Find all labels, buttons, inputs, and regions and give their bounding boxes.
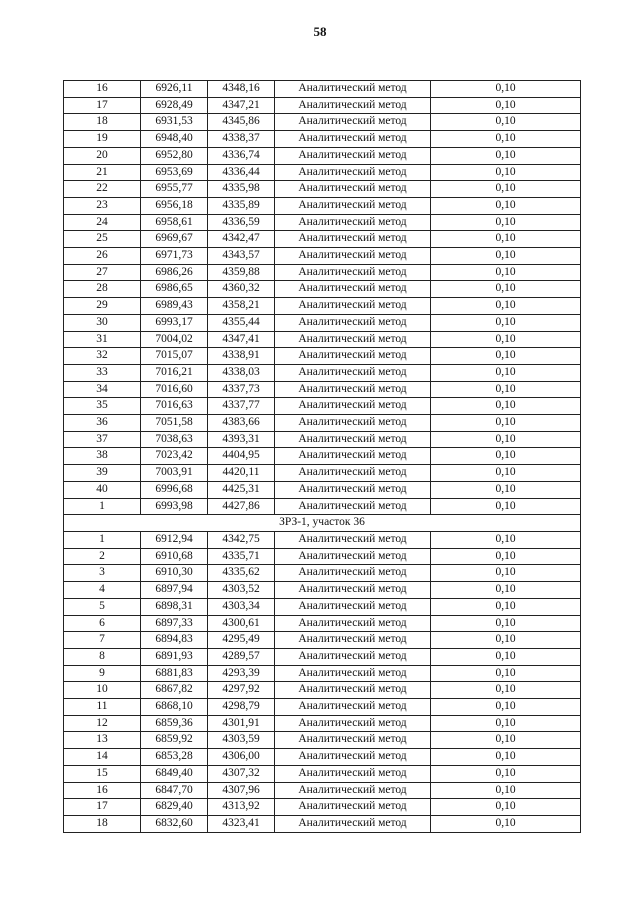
y-coordinate-cell: 4336,59 [208,214,275,231]
point-number-cell: 28 [64,281,141,298]
y-coordinate-cell: 4338,37 [208,131,275,148]
y-coordinate-cell: 4337,77 [208,398,275,415]
accuracy-cell: 0,10 [431,81,581,98]
accuracy-cell: 0,10 [431,181,581,198]
point-number-cell: 36 [64,415,141,432]
method-cell: Аналитический метод [275,632,431,649]
method-cell: Аналитический метод [275,682,431,699]
accuracy-cell: 0,10 [431,615,581,632]
method-cell: Аналитический метод [275,248,431,265]
method-cell: Аналитический метод [275,381,431,398]
point-number-cell: 37 [64,431,141,448]
point-number-cell: 30 [64,314,141,331]
table-row [64,665,581,682]
point-number-cell: 8 [64,648,141,665]
accuracy-cell: 0,10 [431,448,581,465]
point-number-cell: 35 [64,398,141,415]
accuracy-cell: 0,10 [431,231,581,248]
accuracy-cell: 0,10 [431,264,581,281]
point-number-cell: 32 [64,348,141,365]
x-coordinate-cell: 6993,98 [141,498,208,515]
y-coordinate-cell: 4323,41 [208,815,275,832]
method-cell: Аналитический метод [275,665,431,682]
point-number-cell: 27 [64,264,141,281]
accuracy-cell: 0,10 [431,749,581,766]
y-coordinate-cell: 4306,00 [208,749,275,766]
method-cell: Аналитический метод [275,648,431,665]
x-coordinate-cell: 6912,94 [141,531,208,548]
table-body-part-2 [64,531,581,832]
y-coordinate-cell: 4342,75 [208,531,275,548]
x-coordinate-cell: 6928,49 [141,97,208,114]
y-coordinate-cell: 4297,92 [208,682,275,699]
method-cell: Аналитический метод [275,415,431,432]
method-cell: Аналитический метод [275,732,431,749]
point-number-cell: 5 [64,598,141,615]
point-number-cell: 6 [64,615,141,632]
accuracy-cell: 0,10 [431,314,581,331]
table-row [64,531,581,548]
accuracy-cell: 0,10 [431,348,581,365]
accuracy-cell: 0,10 [431,197,581,214]
point-number-cell: 23 [64,197,141,214]
table-row [64,415,581,432]
accuracy-cell: 0,10 [431,331,581,348]
method-cell: Аналитический метод [275,197,431,214]
accuracy-cell: 0,10 [431,498,581,515]
accuracy-cell: 0,10 [431,565,581,582]
x-coordinate-cell: 6956,18 [141,197,208,214]
y-coordinate-cell: 4335,62 [208,565,275,582]
coordinates-table [63,80,581,833]
y-coordinate-cell: 4338,03 [208,364,275,381]
table-row [64,448,581,465]
y-coordinate-cell: 4336,44 [208,164,275,181]
method-cell: Аналитический метод [275,782,431,799]
point-number-cell: 2 [64,548,141,565]
y-coordinate-cell: 4347,41 [208,331,275,348]
x-coordinate-cell: 6969,67 [141,231,208,248]
y-coordinate-cell: 4345,86 [208,114,275,131]
accuracy-cell: 0,10 [431,699,581,716]
y-coordinate-cell: 4359,88 [208,264,275,281]
y-coordinate-cell: 4393,31 [208,431,275,448]
table-row [64,364,581,381]
table-row [64,114,581,131]
table-row [64,398,581,415]
accuracy-cell: 0,10 [431,114,581,131]
table-row [64,699,581,716]
point-number-cell: 40 [64,481,141,498]
x-coordinate-cell: 7051,58 [141,415,208,432]
accuracy-cell: 0,10 [431,381,581,398]
table-row [64,632,581,649]
method-cell: Аналитический метод [275,81,431,98]
point-number-cell: 39 [64,465,141,482]
x-coordinate-cell: 6958,61 [141,214,208,231]
x-coordinate-cell: 6955,77 [141,181,208,198]
table-row [64,682,581,699]
section-title: ЗРЗ-1, участок 36 [64,515,581,532]
y-coordinate-cell: 4336,74 [208,147,275,164]
table-row [64,298,581,315]
table-row [64,815,581,832]
table-row [64,131,581,148]
x-coordinate-cell: 6989,43 [141,298,208,315]
point-number-cell: 22 [64,181,141,198]
table-row [64,314,581,331]
page-number: 58 [313,24,327,39]
accuracy-cell: 0,10 [431,598,581,615]
method-cell: Аналитический метод [275,615,431,632]
y-coordinate-cell: 4383,66 [208,415,275,432]
accuracy-cell: 0,10 [431,431,581,448]
table-row [64,782,581,799]
accuracy-cell: 0,10 [431,665,581,682]
method-cell: Аналитический метод [275,331,431,348]
table-body-part-1 [64,81,581,515]
point-number-cell: 13 [64,732,141,749]
method-cell: Аналитический метод [275,765,431,782]
method-cell: Аналитический метод [275,699,431,716]
x-coordinate-cell: 7038,63 [141,431,208,448]
y-coordinate-cell: 4338,91 [208,348,275,365]
accuracy-cell: 0,10 [431,815,581,832]
y-coordinate-cell: 4301,91 [208,715,275,732]
section-row [64,515,581,532]
y-coordinate-cell: 4335,71 [208,548,275,565]
table-row [64,147,581,164]
point-number-cell: 17 [64,799,141,816]
x-coordinate-cell: 6898,31 [141,598,208,615]
point-number-cell: 29 [64,298,141,315]
x-coordinate-cell: 6859,92 [141,732,208,749]
table-row [64,348,581,365]
accuracy-cell: 0,10 [431,248,581,265]
point-number-cell: 15 [64,765,141,782]
y-coordinate-cell: 4337,73 [208,381,275,398]
y-coordinate-cell: 4355,44 [208,314,275,331]
y-coordinate-cell: 4427,86 [208,498,275,515]
table-row [64,231,581,248]
x-coordinate-cell: 6868,10 [141,699,208,716]
point-number-cell: 12 [64,715,141,732]
table-row [64,565,581,582]
method-cell: Аналитический метод [275,548,431,565]
method-cell: Аналитический метод [275,815,431,832]
table-row [64,582,581,599]
accuracy-cell: 0,10 [431,164,581,181]
method-cell: Аналитический метод [275,749,431,766]
method-cell: Аналитический метод [275,281,431,298]
accuracy-cell: 0,10 [431,465,581,482]
table-row [64,465,581,482]
table-row [64,97,581,114]
method-cell: Аналитический метод [275,147,431,164]
x-coordinate-cell: 6971,73 [141,248,208,265]
table-row [64,248,581,265]
y-coordinate-cell: 4347,21 [208,97,275,114]
x-coordinate-cell: 7004,02 [141,331,208,348]
x-coordinate-cell: 7023,42 [141,448,208,465]
method-cell: Аналитический метод [275,448,431,465]
x-coordinate-cell: 6996,68 [141,481,208,498]
accuracy-cell: 0,10 [431,548,581,565]
y-coordinate-cell: 4289,57 [208,648,275,665]
accuracy-cell: 0,10 [431,648,581,665]
x-coordinate-cell: 7015,07 [141,348,208,365]
x-coordinate-cell: 6891,93 [141,648,208,665]
point-number-cell: 7 [64,632,141,649]
method-cell: Аналитический метод [275,398,431,415]
table-row [64,164,581,181]
accuracy-cell: 0,10 [431,147,581,164]
table-row [64,615,581,632]
x-coordinate-cell: 6931,53 [141,114,208,131]
point-number-cell: 20 [64,147,141,164]
y-coordinate-cell: 4404,95 [208,448,275,465]
point-number-cell: 11 [64,699,141,716]
y-coordinate-cell: 4335,89 [208,197,275,214]
y-coordinate-cell: 4348,16 [208,81,275,98]
x-coordinate-cell: 6881,83 [141,665,208,682]
method-cell: Аналитический метод [275,598,431,615]
method-cell: Аналитический метод [275,565,431,582]
x-coordinate-cell: 6897,33 [141,615,208,632]
method-cell: Аналитический метод [275,114,431,131]
x-coordinate-cell: 6993,17 [141,314,208,331]
accuracy-cell: 0,10 [431,531,581,548]
table-row [64,498,581,515]
point-number-cell: 1 [64,531,141,548]
table-row [64,799,581,816]
table-row [64,715,581,732]
x-coordinate-cell: 7003,91 [141,465,208,482]
table-row [64,214,581,231]
point-number-cell: 9 [64,665,141,682]
y-coordinate-cell: 4313,92 [208,799,275,816]
y-coordinate-cell: 4425,31 [208,481,275,498]
method-cell: Аналитический метод [275,465,431,482]
table-row [64,481,581,498]
y-coordinate-cell: 4358,21 [208,298,275,315]
x-coordinate-cell: 6910,68 [141,548,208,565]
y-coordinate-cell: 4420,11 [208,465,275,482]
y-coordinate-cell: 4342,47 [208,231,275,248]
method-cell: Аналитический метод [275,264,431,281]
accuracy-cell: 0,10 [431,765,581,782]
accuracy-cell: 0,10 [431,398,581,415]
point-number-cell: 3 [64,565,141,582]
y-coordinate-cell: 4303,59 [208,732,275,749]
table-row [64,181,581,198]
table-row [64,648,581,665]
method-cell: Аналитический метод [275,531,431,548]
method-cell: Аналитический метод [275,181,431,198]
table-row [64,548,581,565]
accuracy-cell: 0,10 [431,732,581,749]
x-coordinate-cell: 6986,26 [141,264,208,281]
point-number-cell: 25 [64,231,141,248]
point-number-cell: 1 [64,498,141,515]
y-coordinate-cell: 4307,32 [208,765,275,782]
accuracy-cell: 0,10 [431,281,581,298]
method-cell: Аналитический метод [275,231,431,248]
table-row [64,197,581,214]
accuracy-cell: 0,10 [431,715,581,732]
x-coordinate-cell: 6847,70 [141,782,208,799]
accuracy-cell: 0,10 [431,364,581,381]
x-coordinate-cell: 6926,11 [141,81,208,98]
y-coordinate-cell: 4293,39 [208,665,275,682]
x-coordinate-cell: 6894,83 [141,632,208,649]
x-coordinate-cell: 6953,69 [141,164,208,181]
point-number-cell: 31 [64,331,141,348]
x-coordinate-cell: 6948,40 [141,131,208,148]
x-coordinate-cell: 6952,80 [141,147,208,164]
y-coordinate-cell: 4343,57 [208,248,275,265]
accuracy-cell: 0,10 [431,214,581,231]
x-coordinate-cell: 6910,30 [141,565,208,582]
method-cell: Аналитический метод [275,131,431,148]
point-number-cell: 38 [64,448,141,465]
table-row [64,331,581,348]
table-row [64,81,581,98]
accuracy-cell: 0,10 [431,799,581,816]
method-cell: Аналитический метод [275,481,431,498]
x-coordinate-cell: 6867,82 [141,682,208,699]
table-row [64,381,581,398]
x-coordinate-cell: 6829,40 [141,799,208,816]
method-cell: Аналитический метод [275,799,431,816]
point-number-cell: 14 [64,749,141,766]
point-number-cell: 19 [64,131,141,148]
x-coordinate-cell: 7016,60 [141,381,208,398]
x-coordinate-cell: 6853,28 [141,749,208,766]
point-number-cell: 21 [64,164,141,181]
x-coordinate-cell: 6849,40 [141,765,208,782]
table-row [64,264,581,281]
method-cell: Аналитический метод [275,431,431,448]
x-coordinate-cell: 6986,65 [141,281,208,298]
table-row [64,431,581,448]
point-number-cell: 16 [64,81,141,98]
y-coordinate-cell: 4307,96 [208,782,275,799]
method-cell: Аналитический метод [275,364,431,381]
table-row [64,732,581,749]
point-number-cell: 4 [64,582,141,599]
table-row [64,765,581,782]
y-coordinate-cell: 4360,32 [208,281,275,298]
y-coordinate-cell: 4295,49 [208,632,275,649]
method-cell: Аналитический метод [275,214,431,231]
y-coordinate-cell: 4303,34 [208,598,275,615]
table-row [64,598,581,615]
point-number-cell: 18 [64,114,141,131]
y-coordinate-cell: 4298,79 [208,699,275,716]
point-number-cell: 33 [64,364,141,381]
accuracy-cell: 0,10 [431,415,581,432]
x-coordinate-cell: 6832,60 [141,815,208,832]
method-cell: Аналитический метод [275,314,431,331]
method-cell: Аналитический метод [275,298,431,315]
y-coordinate-cell: 4335,98 [208,181,275,198]
point-number-cell: 10 [64,682,141,699]
table-row [64,749,581,766]
y-coordinate-cell: 4303,52 [208,582,275,599]
table-row [64,281,581,298]
point-number-cell: 18 [64,815,141,832]
accuracy-cell: 0,10 [431,632,581,649]
method-cell: Аналитический метод [275,582,431,599]
section-header-body [64,515,581,532]
point-number-cell: 24 [64,214,141,231]
y-coordinate-cell: 4300,61 [208,615,275,632]
accuracy-cell: 0,10 [431,481,581,498]
accuracy-cell: 0,10 [431,298,581,315]
x-coordinate-cell: 6897,94 [141,582,208,599]
accuracy-cell: 0,10 [431,782,581,799]
x-coordinate-cell: 7016,63 [141,398,208,415]
method-cell: Аналитический метод [275,164,431,181]
point-number-cell: 34 [64,381,141,398]
method-cell: Аналитический метод [275,97,431,114]
accuracy-cell: 0,10 [431,582,581,599]
point-number-cell: 26 [64,248,141,265]
x-coordinate-cell: 7016,21 [141,364,208,381]
accuracy-cell: 0,10 [431,682,581,699]
method-cell: Аналитический метод [275,498,431,515]
point-number-cell: 16 [64,782,141,799]
accuracy-cell: 0,10 [431,131,581,148]
method-cell: Аналитический метод [275,348,431,365]
point-number-cell: 17 [64,97,141,114]
x-coordinate-cell: 6859,36 [141,715,208,732]
method-cell: Аналитический метод [275,715,431,732]
accuracy-cell: 0,10 [431,97,581,114]
